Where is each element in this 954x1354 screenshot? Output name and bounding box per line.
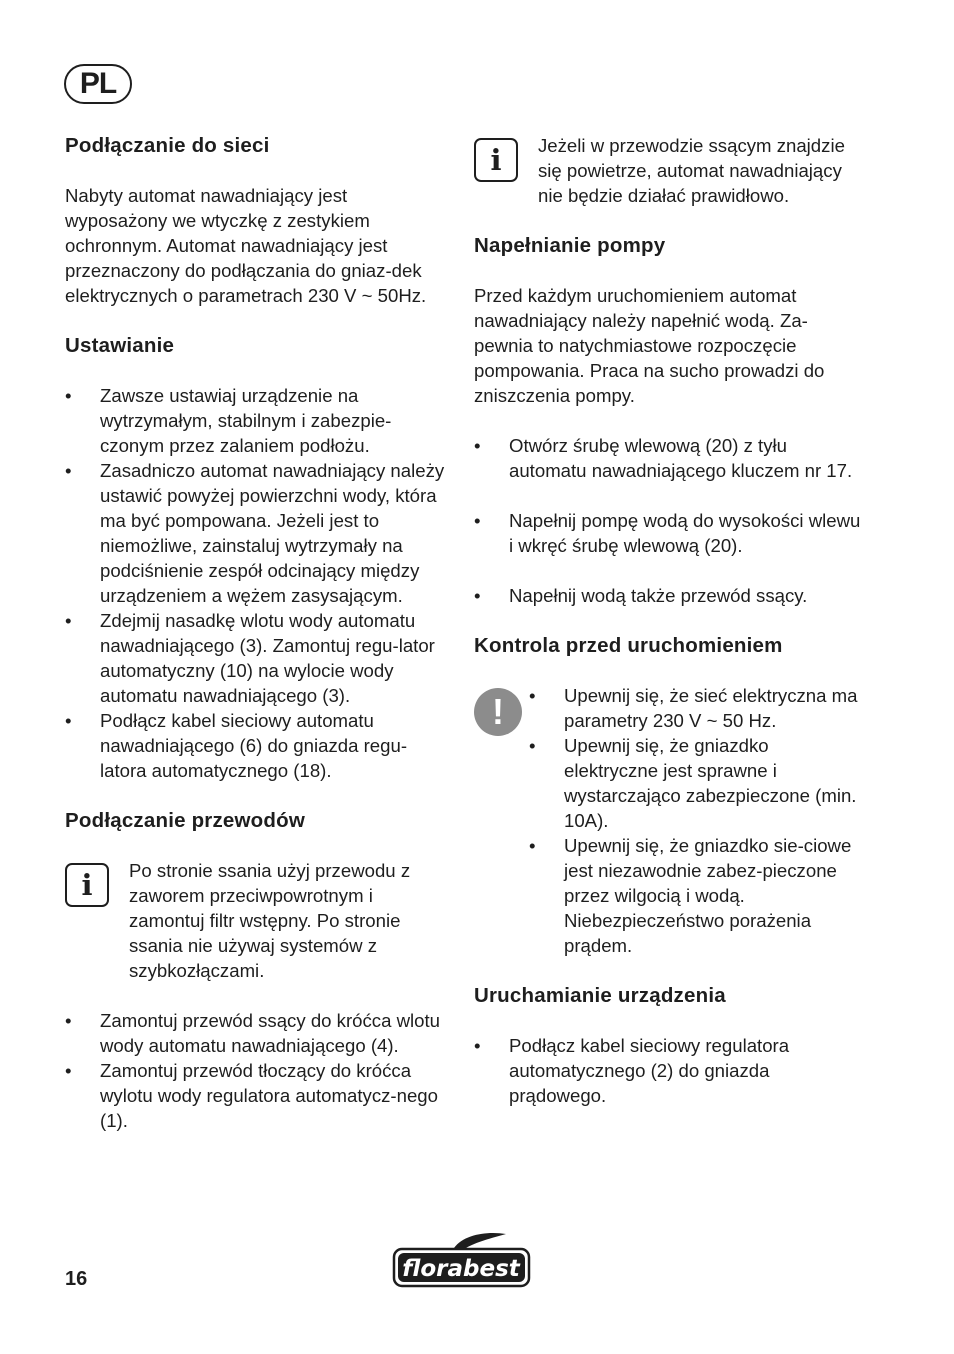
list-item: • Upewnij się, że gniazdko sie-ciowe jest niezawodnie zabez-pieczone przez wilgocią i wodą. Niebezpieczeństwo porażenia prądem. bbox=[529, 833, 864, 958]
logo-text: florabest bbox=[402, 1256, 520, 1282]
section-title-starting-device: Uruchamianie urządzenia bbox=[474, 984, 726, 1007]
pump-filling-list-3 bbox=[474, 583, 864, 608]
pump-filling-list-1 bbox=[474, 433, 864, 483]
language-badge bbox=[64, 64, 132, 104]
pump-filling-text: Przed każdym uruchomieniem automat nawadniający należy napełnić wodą. Za-pewnia to natychmiastowe rozpoczęcie pompowania. Praca na sucho prowadzi do zniszczenia pompy. bbox=[474, 285, 825, 406]
pre-start-check-list bbox=[529, 683, 864, 958]
list-item: • Zdejmij nasadkę wlotu wody automatu nawadniającego (3). Zamontuj regu-lator automatyczny (10) na wylocie wody automatu nawadniającego (3). bbox=[65, 608, 450, 708]
info-note-text: Jeżeli w przewodzie ssącym znajdzie się powietrze, automat nawadniający nie będzie działać prawidłowo. bbox=[538, 135, 845, 206]
language-code: PL bbox=[79, 67, 117, 100]
list-item: • Podłącz kabel sieciowy automatu nawadniającego (6) do gniazda regu-latora automatycznego (18). bbox=[65, 708, 450, 783]
list-item: • Zasadniczo automat nawadniający należy ustawić powyżej powierzchni wody, która ma być pompowana. Jeżeli jest to niemożliwe, zainstaluj wytrzymały na podciśnienie zespół odcinający między urządzeniem a wężem zasysającym. bbox=[65, 458, 450, 608]
section-title-setup: Ustawianie bbox=[65, 334, 175, 357]
section-title-pump-filling: Napełnianie pompy bbox=[474, 234, 666, 257]
info-note-text: Po stronie ssania użyj przewodu z zaworem przeciwpowrotnym i zamontuj filtr wstępny. Po stronie ssania nie używaj systemów z szybkozłączami. bbox=[129, 860, 411, 981]
starting-device-list bbox=[474, 1033, 864, 1108]
list-item: • Upewnij się, że gniazdko elektryczne jest sprawne i wystarczająco zabezpieczone (min. 10A). bbox=[529, 733, 864, 833]
exclamation-icon: ! bbox=[474, 688, 522, 736]
list-item: • Zawsze ustawiaj urządzenie na wytrzymałym, stabilnym i zabezpie-czonym przez zalaniem podłożu. bbox=[65, 383, 450, 458]
list-item: • Zamontuj przewód ssący do króćca wlotu wody automatu nawadniającego (4). bbox=[65, 1008, 450, 1058]
list-item: • Upewnij się, że sieć elektryczna ma parametry 230 V ~ 50 Hz. bbox=[529, 683, 864, 733]
list-item: • Otwórz śrubę wlewową (20) z tyłu automatu nawadniającego kluczem nr 17. bbox=[474, 433, 864, 483]
warning-note bbox=[474, 683, 864, 958]
list-item: • Napełnij pompę wodą do wysokości wlewu i wkręć śrubę wlewową (20). bbox=[474, 508, 864, 558]
info-note-suction bbox=[65, 858, 450, 983]
section-title-power-connection: Podłączanie do sieci bbox=[65, 134, 270, 157]
page-number: 16 bbox=[65, 1268, 88, 1290]
section-title-pre-start-check: Kontrola przed uruchomieniem bbox=[474, 634, 783, 657]
setup-list bbox=[65, 383, 450, 783]
info-icon: i bbox=[474, 138, 518, 182]
leaf-icon bbox=[454, 1233, 506, 1248]
right-column bbox=[474, 133, 864, 1108]
power-connection-text: Nabyty automat nawadniający jest wyposażony we wtyczkę z zestykiem ochronnym. Automat nawadniający jest przeznaczony do podłączania do gniaz-dek elektrycznych o parametrach 230 V ~ 50Hz. bbox=[65, 185, 427, 306]
list-item: • Napełnij wodą także przewód ssący. bbox=[474, 583, 864, 608]
florabest-logo bbox=[392, 1232, 532, 1290]
info-note-air bbox=[474, 133, 864, 208]
list-item: • Podłącz kabel sieciowy regulatora automatycznego (2) do gniazda prądowego. bbox=[474, 1033, 864, 1108]
hose-list bbox=[65, 1008, 450, 1133]
left-column bbox=[65, 133, 450, 1133]
list-item: • Zamontuj przewód tłoczący do króćca wylotu wody regulatora automatycz-nego (1). bbox=[65, 1058, 450, 1133]
info-icon: i bbox=[65, 863, 109, 907]
section-title-hose-connection: Podłączanie przewodów bbox=[65, 809, 305, 832]
pump-filling-list-2 bbox=[474, 508, 864, 558]
